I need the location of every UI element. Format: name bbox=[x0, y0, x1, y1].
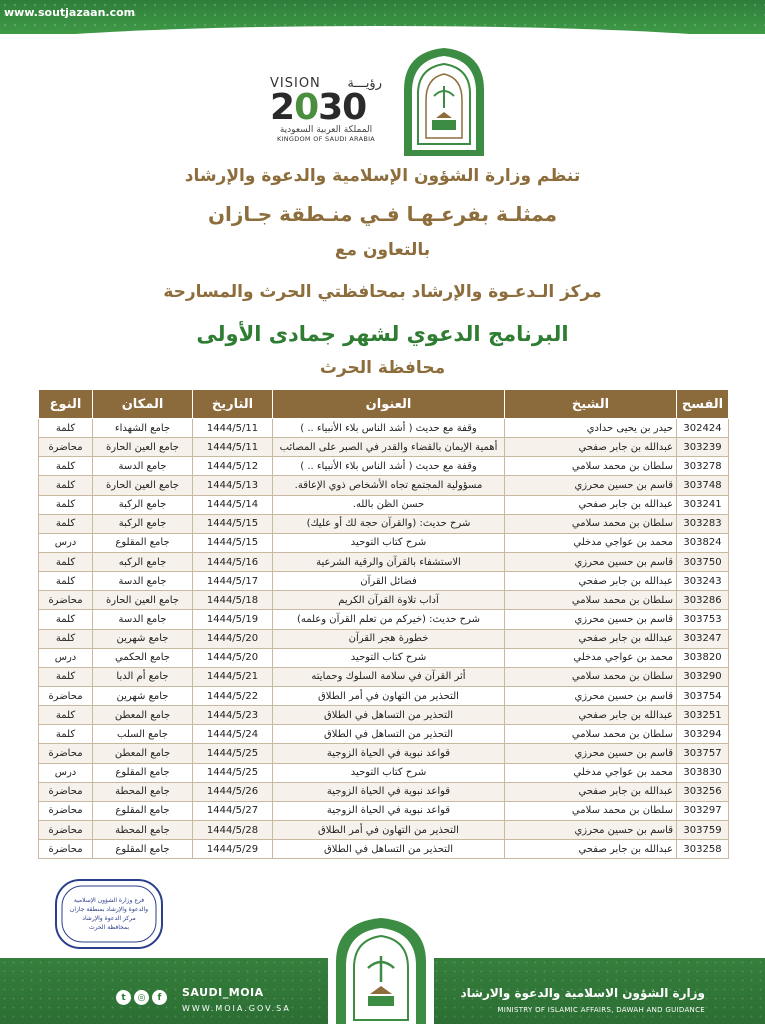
cell-title: آداب تلاوة القرآن الكريم bbox=[273, 591, 505, 610]
cell-code: 303256 bbox=[677, 782, 729, 801]
cell-title: مسؤولية المجتمع تجاه الأشخاص ذوي الإعاقة. bbox=[273, 476, 505, 495]
cell-sheikh: قاسم بن حسين محرزي bbox=[505, 552, 677, 571]
cell-date: 1444/5/12 bbox=[193, 457, 273, 476]
cell-sheikh: قاسم بن حسين محرزي bbox=[505, 686, 677, 705]
cell-code: 303258 bbox=[677, 840, 729, 859]
cell-sheikh: محمد بن عواجي مدخلي bbox=[505, 533, 677, 552]
cell-sheikh: سلطان بن محمد سلامي bbox=[505, 591, 677, 610]
cell-code: 303290 bbox=[677, 667, 729, 686]
cell-date: 1444/5/19 bbox=[193, 610, 273, 629]
cell-type: كلمة bbox=[39, 457, 93, 476]
cell-sheikh: محمد بن عواجي مدخلي bbox=[505, 763, 677, 782]
cell-type: كلمة bbox=[39, 725, 93, 744]
cell-code: 303820 bbox=[677, 648, 729, 667]
cell-type: كلمة bbox=[39, 629, 93, 648]
cell-sheikh: سلطان بن محمد سلامي bbox=[505, 514, 677, 533]
table-row bbox=[39, 572, 729, 591]
cell-type: كلمة bbox=[39, 667, 93, 686]
cell-title: وقفة مع حديث ( أشد الناس بلاء الأنبياء .. ) bbox=[273, 419, 505, 438]
kingdom-ar-label: المملكة العربية السعودية bbox=[279, 125, 373, 135]
cell-type: محاضرة bbox=[39, 782, 93, 801]
cell-type: درس bbox=[39, 763, 93, 782]
col-header-place: المكان bbox=[93, 390, 193, 419]
cell-date: 1444/5/20 bbox=[193, 648, 273, 667]
cell-type: كلمة bbox=[39, 476, 93, 495]
table-row bbox=[39, 725, 729, 744]
cell-date: 1444/5/13 bbox=[193, 476, 273, 495]
cell-title: خطورة هجر القرآن bbox=[273, 629, 505, 648]
cell-title: شرح كتاب التوحيد bbox=[273, 648, 505, 667]
cell-place: جامع أم الدبا bbox=[93, 667, 193, 686]
cell-code: 303247 bbox=[677, 629, 729, 648]
ministry-name-en: MINISTRY OF ISLAMIC AFFAIRS, DAWAH AND GUIDANCE bbox=[497, 1006, 705, 1014]
cell-place: جامع شهرين bbox=[93, 629, 193, 648]
cell-type: محاضرة bbox=[39, 801, 93, 820]
cell-type: كلمة bbox=[39, 495, 93, 514]
cell-sheikh: قاسم بن حسين محرزي bbox=[505, 476, 677, 495]
cell-type: محاضرة bbox=[39, 686, 93, 705]
cell-sheikh: عبدالله بن جابر صفحي bbox=[505, 706, 677, 725]
cell-date: 1444/5/25 bbox=[193, 744, 273, 763]
col-header-code: الفسح bbox=[677, 390, 729, 419]
cell-sheikh: قاسم بن حسين محرزي bbox=[505, 744, 677, 763]
cell-title: التحذير من التساهل في الطلاق bbox=[273, 725, 505, 744]
table-row bbox=[39, 514, 729, 533]
cell-sheikh: قاسم بن حسين محرزي bbox=[505, 820, 677, 839]
table-row bbox=[39, 801, 729, 820]
cell-code: 303757 bbox=[677, 744, 729, 763]
social-handle[interactable]: SAUDI_MOIA bbox=[182, 986, 264, 999]
cell-place: جامع العين الحارة bbox=[93, 476, 193, 495]
instagram-icon[interactable]: ◎ bbox=[134, 990, 149, 1005]
cell-title: قواعد نبوية في الحياة الزوجية bbox=[273, 782, 505, 801]
cell-place: جامع الدسة bbox=[93, 572, 193, 591]
stamp-text: فرع وزارة الشؤون الإسلامية والدعوة والإرشاد بمنطقة جازان مركز الدعوة والإرشاد بمحافظة الحرث bbox=[69, 897, 149, 931]
cell-title: التحذير من التساهل في الطلاق bbox=[273, 840, 505, 859]
cell-title: شرح حديث: (والقرآن حجة لك أو عليك) bbox=[273, 514, 505, 533]
cell-title: قواعد نبوية في الحياة الزوجية bbox=[273, 744, 505, 763]
vision-ar-label: رؤيـــة bbox=[347, 76, 382, 91]
cell-title: فضائل القرآن bbox=[273, 572, 505, 591]
cell-code: 303759 bbox=[677, 820, 729, 839]
cell-date: 1444/5/11 bbox=[193, 438, 273, 457]
cell-code: 303251 bbox=[677, 706, 729, 725]
table-row bbox=[39, 744, 729, 763]
table-row bbox=[39, 782, 729, 801]
cell-date: 1444/5/21 bbox=[193, 667, 273, 686]
cell-sheikh: عبدالله بن جابر صفحي bbox=[505, 438, 677, 457]
cell-title: التحذير من التساهل في الطلاق bbox=[273, 706, 505, 725]
cell-title: الاستشفاء بالقرآن والرقية الشرعية bbox=[273, 552, 505, 571]
cell-place: جامع الدسة bbox=[93, 457, 193, 476]
cell-type: محاضرة bbox=[39, 840, 93, 859]
cell-date: 1444/5/29 bbox=[193, 840, 273, 859]
cell-place: جامع المحطة bbox=[93, 820, 193, 839]
cell-code: 303239 bbox=[677, 438, 729, 457]
ministry-emblem-bottom-logo bbox=[322, 908, 440, 1024]
cell-sheikh: سلطان بن محمد سلامي bbox=[505, 667, 677, 686]
table-row bbox=[39, 629, 729, 648]
table-row bbox=[39, 648, 729, 667]
cell-code: 303824 bbox=[677, 533, 729, 552]
table-row bbox=[39, 763, 729, 782]
kingdom-en-label: KINGDOM OF SAUDI ARABIA bbox=[276, 135, 376, 143]
cell-sheikh: حيدر بن يحيى حدادي bbox=[505, 419, 677, 438]
heading-program: البرنامج الدعوي لشهر جمادى الأولى bbox=[196, 322, 569, 346]
cell-place: جامع الركبه bbox=[93, 552, 193, 571]
cell-code: 303243 bbox=[677, 572, 729, 591]
cell-title: التحذير من التهاون في أمر الطلاق bbox=[273, 820, 505, 839]
table-row bbox=[39, 552, 729, 571]
cell-place: جامع الركبة bbox=[93, 514, 193, 533]
col-header-sheikh: الشيخ bbox=[505, 390, 677, 419]
ministry-emblem-logo bbox=[396, 46, 492, 158]
table-row bbox=[39, 533, 729, 552]
cell-sheikh: سلطان بن محمد سلامي bbox=[505, 725, 677, 744]
cell-place: جامع المقلوع bbox=[93, 533, 193, 552]
cell-type: كلمة bbox=[39, 419, 93, 438]
cell-code: 303754 bbox=[677, 686, 729, 705]
cell-code: 303297 bbox=[677, 801, 729, 820]
vision-year: 2030 bbox=[270, 87, 367, 128]
cell-type: درس bbox=[39, 533, 93, 552]
cell-sheikh: عبدالله بن جابر صفحي bbox=[505, 629, 677, 648]
table-row bbox=[39, 667, 729, 686]
table-row bbox=[39, 706, 729, 725]
cell-title: أهمية الإيمان بالقضاء والقدر في الصبر على المصائب bbox=[273, 438, 505, 457]
table-header-row bbox=[39, 390, 729, 419]
cell-sheikh: عبدالله بن جابر صفحي bbox=[505, 840, 677, 859]
cell-place: جامع المعطن bbox=[93, 706, 193, 725]
cell-date: 1444/5/22 bbox=[193, 686, 273, 705]
cell-code: 303748 bbox=[677, 476, 729, 495]
cell-title: شرح حديث: (خيركم من تعلم القرآن وعلمه) bbox=[273, 610, 505, 629]
cell-place: جامع شهرين bbox=[93, 686, 193, 705]
cell-sheikh: محمد بن عواجي مدخلي bbox=[505, 648, 677, 667]
heading-organizer: تنظم وزارة الشؤون الإسلامية والدعوة والإرشاد bbox=[184, 166, 581, 186]
col-header-type: النوع bbox=[39, 390, 93, 419]
vision-2030-logo bbox=[270, 76, 382, 152]
twitter-icon[interactable]: t bbox=[116, 990, 131, 1005]
table-row bbox=[39, 820, 729, 839]
table-row bbox=[39, 686, 729, 705]
heading-center: مركز الـدعـوة والإرشاد بمحافظتي الحرث والمسارحة bbox=[163, 282, 602, 302]
cell-place: جامع الحكمي bbox=[93, 648, 193, 667]
cell-date: 1444/5/27 bbox=[193, 801, 273, 820]
table-row bbox=[39, 438, 729, 457]
cell-code: 303241 bbox=[677, 495, 729, 514]
cell-sheikh: عبدالله بن جابر صفحي bbox=[505, 782, 677, 801]
cell-title: قواعد نبوية في الحياة الزوجية bbox=[273, 801, 505, 820]
facebook-icon[interactable]: f bbox=[152, 990, 167, 1005]
cell-place: جامع المقلوع bbox=[93, 763, 193, 782]
schedule-table bbox=[38, 389, 728, 859]
cell-title: حسن الظن بالله. bbox=[273, 495, 505, 514]
cell-title: أثر القرآن في سلامة السلوك وحمايته bbox=[273, 667, 505, 686]
heading-cooperation: بالتعاون مع bbox=[334, 240, 431, 260]
cell-type: كلمة bbox=[39, 552, 93, 571]
website-link[interactable]: WWW.MOIA.GOV.SA bbox=[182, 1004, 291, 1013]
table-row bbox=[39, 591, 729, 610]
cell-type: محاضرة bbox=[39, 438, 93, 457]
cell-place: جامع المقلوع bbox=[93, 840, 193, 859]
cell-type: محاضرة bbox=[39, 744, 93, 763]
table-row bbox=[39, 419, 729, 438]
cell-sheikh: عبدالله بن جابر صفحي bbox=[505, 495, 677, 514]
cell-date: 1444/5/20 bbox=[193, 629, 273, 648]
cell-date: 1444/5/26 bbox=[193, 782, 273, 801]
cell-code: 303830 bbox=[677, 763, 729, 782]
col-header-date: التاريخ bbox=[193, 390, 273, 419]
cell-code: 303750 bbox=[677, 552, 729, 571]
cell-code: 303753 bbox=[677, 610, 729, 629]
cell-date: 1444/5/14 bbox=[193, 495, 273, 514]
cell-sheikh: قاسم بن حسين محرزي bbox=[505, 610, 677, 629]
cell-type: محاضرة bbox=[39, 591, 93, 610]
cell-title: شرح كتاب التوحيد bbox=[273, 763, 505, 782]
cell-date: 1444/5/24 bbox=[193, 725, 273, 744]
cell-sheikh: سلطان بن محمد سلامي bbox=[505, 457, 677, 476]
cell-place: جامع المحطة bbox=[93, 782, 193, 801]
cell-date: 1444/5/18 bbox=[193, 591, 273, 610]
table-row bbox=[39, 476, 729, 495]
cell-type: كلمة bbox=[39, 610, 93, 629]
cell-title: التحذير من التهاون في أمر الطلاق bbox=[273, 686, 505, 705]
heading-governorate: محافظة الحرث bbox=[319, 358, 446, 378]
cell-place: جامع العين الحارة bbox=[93, 591, 193, 610]
cell-title: شرح كتاب التوحيد bbox=[273, 533, 505, 552]
cell-date: 1444/5/25 bbox=[193, 763, 273, 782]
cell-date: 1444/5/15 bbox=[193, 514, 273, 533]
cell-place: جامع المعطن bbox=[93, 744, 193, 763]
cell-type: كلمة bbox=[39, 572, 93, 591]
cell-code: 303278 bbox=[677, 457, 729, 476]
cell-type: درس bbox=[39, 648, 93, 667]
table-row bbox=[39, 457, 729, 476]
cell-date: 1444/5/16 bbox=[193, 552, 273, 571]
cell-date: 1444/5/17 bbox=[193, 572, 273, 591]
table-row bbox=[39, 495, 729, 514]
cell-sheikh: سلطان بن محمد سلامي bbox=[505, 801, 677, 820]
cell-place: جامع الشهداء bbox=[93, 419, 193, 438]
site-url[interactable]: www.soutjazaan.com bbox=[4, 6, 136, 19]
table-row bbox=[39, 840, 729, 859]
social-links bbox=[116, 990, 167, 1005]
cell-place: جامع المقلوع bbox=[93, 801, 193, 820]
col-header-title: العنوان bbox=[273, 390, 505, 419]
cell-place: جامع العين الحارة bbox=[93, 438, 193, 457]
cell-date: 1444/5/15 bbox=[193, 533, 273, 552]
cell-code: 303286 bbox=[677, 591, 729, 610]
cell-date: 1444/5/28 bbox=[193, 820, 273, 839]
cell-type: كلمة bbox=[39, 706, 93, 725]
cell-title: وقفة مع حديث ( أشد الناس بلاء الأنبياء .. ) bbox=[273, 457, 505, 476]
table-row bbox=[39, 610, 729, 629]
cell-code: 303294 bbox=[677, 725, 729, 744]
cell-date: 1444/5/11 bbox=[193, 419, 273, 438]
cell-code: 302424 bbox=[677, 419, 729, 438]
cell-place: جامع السلب bbox=[93, 725, 193, 744]
heading-branch: ممثلـة بفرعـهـا فـي منـطقة جـازان bbox=[207, 202, 558, 226]
cell-code: 303283 bbox=[677, 514, 729, 533]
cell-type: كلمة bbox=[39, 514, 93, 533]
cell-place: جامع الركبة bbox=[93, 495, 193, 514]
cell-type: محاضرة bbox=[39, 820, 93, 839]
vision-en-label: VISION bbox=[270, 76, 321, 91]
cell-date: 1444/5/23 bbox=[193, 706, 273, 725]
ministry-name-ar: وزارة الشؤون الاسلامية والدعوة والارشاد bbox=[460, 986, 705, 1000]
cell-place: جامع الدسة bbox=[93, 610, 193, 629]
cell-sheikh: عبدالله بن جابر صفحي bbox=[505, 572, 677, 591]
